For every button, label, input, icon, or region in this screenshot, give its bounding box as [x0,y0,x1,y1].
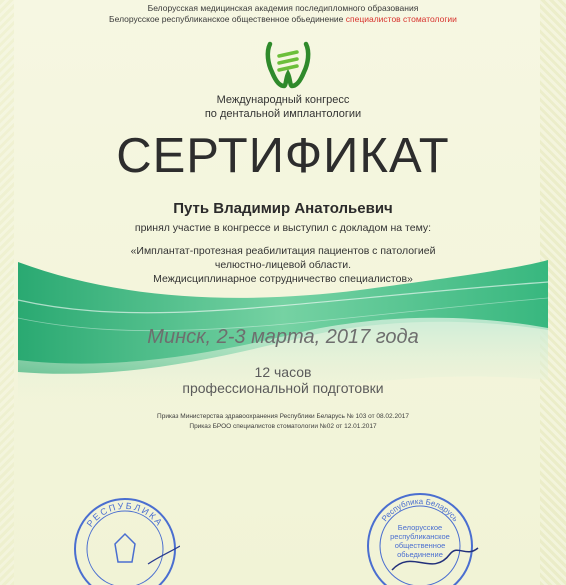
left-seal-stamp [70,494,180,585]
left-seal-text: РЕСПУБЛИКА [84,500,166,529]
recipient-name: Путь Владимир Анатольевич [173,200,393,217]
topic-line3: Междисциплинарное сотрудничество специалистов» [153,273,413,285]
svg-text:Республика Беларусь [380,497,460,523]
topic-line1: «Имплантат-протезная реабилитация пациентов с патологией [130,245,436,257]
right-seal-arc-text: Республика Беларусь [379,496,461,524]
topic-line2: челюстно-лицевой области. [214,259,352,271]
right-seal-line3: общественное [394,541,446,550]
right-seal-stamp [362,488,482,585]
order-ministry: Приказ Министерства здравоохранения Республики Беларусь № 103 от 08.02.2017 [157,413,409,420]
hours-count: 12 часов [254,364,312,380]
header-academy: Белорусская медицинская академия последипломного образования [147,3,419,13]
certificate-title: СЕРТИФИКАТ [116,129,450,183]
right-seal-line1: Белорусское [397,523,443,532]
header-association-highlight: специалистов стоматологии [345,14,457,24]
congress-name-line1: Международный конгресс [216,94,350,106]
order-association: Приказ БРОО специалистов стоматологии №02 от 12.01.2017 [189,423,377,430]
header-association-prefix: Белорусское республиканское общественное обьединение [109,14,346,24]
participation-text: принял участие в конгрессе и выступил с докладом на тему: [134,222,432,234]
right-seal-line2: республиканское [390,532,450,541]
right-seal-line4: обьединение [397,550,443,559]
hours-description: профессиональной подготовки [182,380,384,396]
congress-name-line2: по дентальной имплантологии [204,108,362,120]
place-and-date: Минск, 2-3 марта, 2017 года [147,326,419,348]
svg-text:РЕСПУБЛИКА [85,501,165,529]
